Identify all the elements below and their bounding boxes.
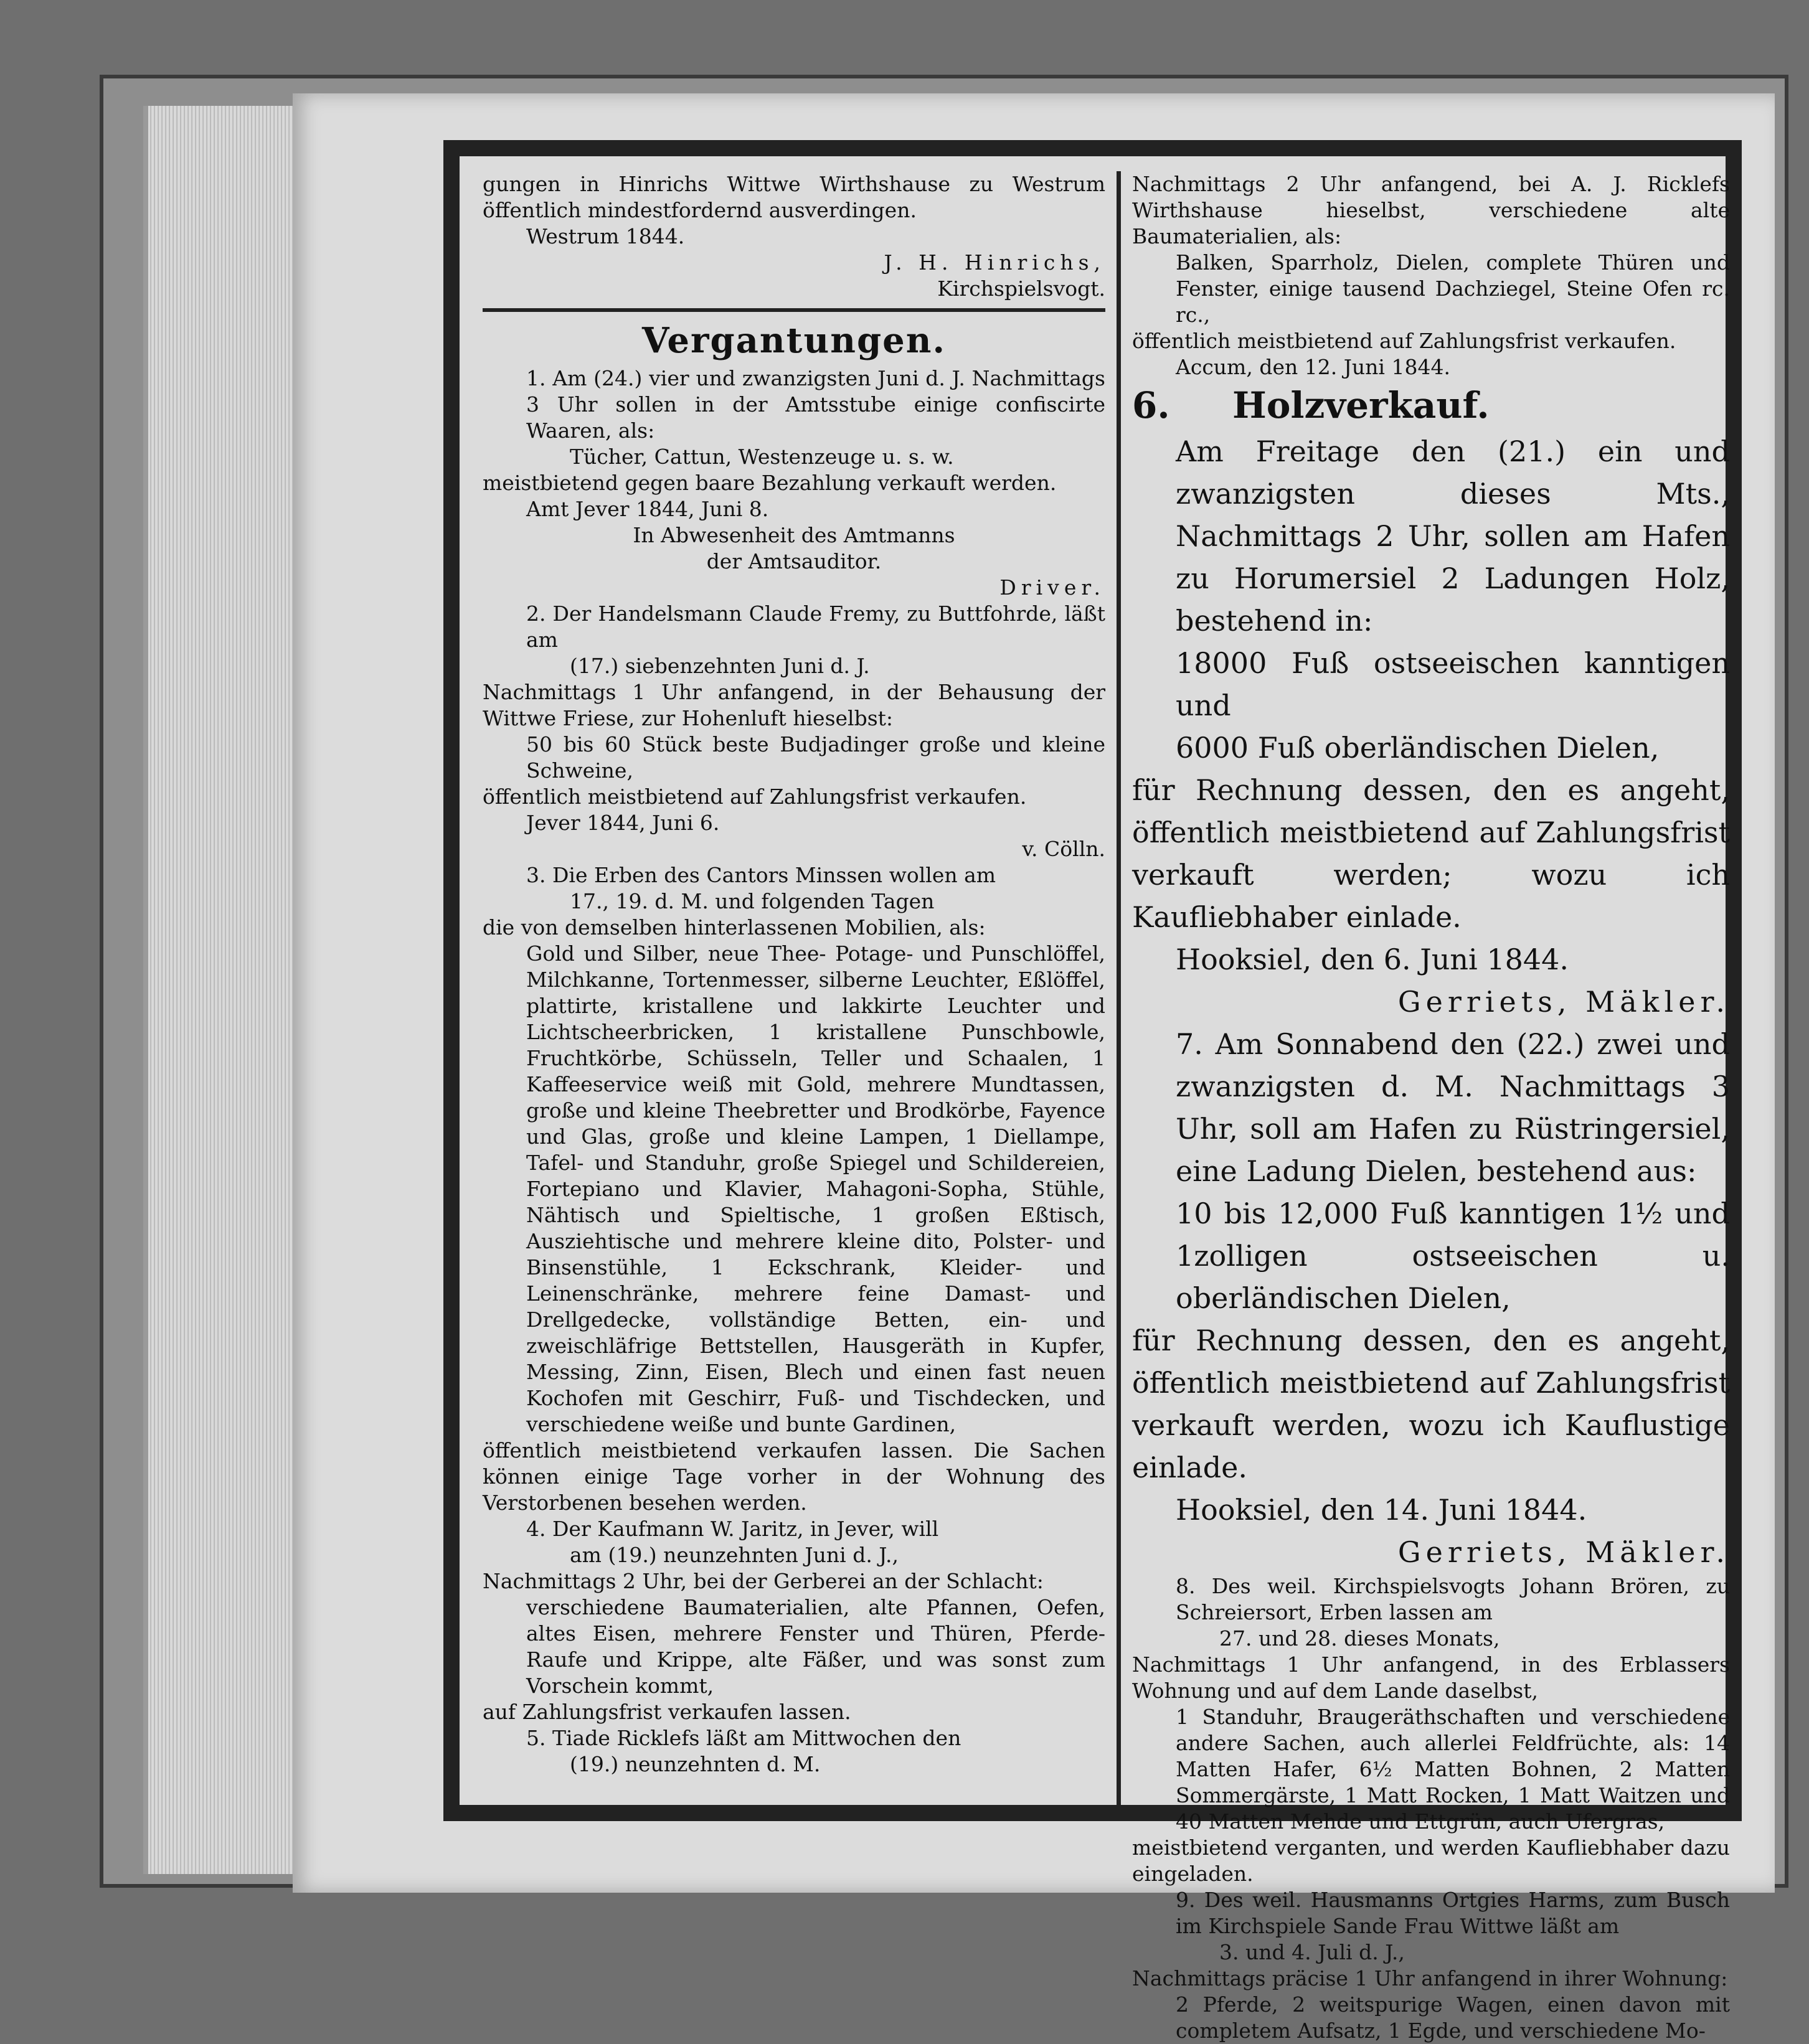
item8-date: 27. und 28. dieses Monats, (1219, 1626, 1500, 1651)
item2-text: 2. Der Handelsmann Claude Fremy, zu Buttfohrde, läßt am (526, 601, 1105, 652)
section-rule (483, 308, 1105, 312)
item5-cont-goods: Balken, Sparrholz, Dielen, complete Thüren und Fenster, einige tausend Dachziegel, Steine Ofen rc. rc., (1176, 250, 1730, 327)
item7-text: 7. Am Sonnabend den (22.) zwei und zwanzigsten d. M. Nachmittags 3 Uhr, soll am Hafen zu Rüstringersiel, eine Ladung Dielen, bestehend aus: (1176, 1027, 1730, 1188)
item6-sale: für Rechnung dessen, den es angeht, öffentlich meistbietend auf Zahlungsfrist verkauft werden; wozu ich Kaufliebhaber einlade. (1132, 773, 1730, 934)
item2-date: (17.) siebenzehnten Juni d. J. (570, 654, 870, 678)
item5-cont-place-date: Accum, den 12. Juni 1844. (1176, 355, 1450, 379)
item7-sale: für Rechnung dessen, den es angeht, öffentlich meistbietend auf Zahlungsfrist verkauft werden, wozu ich Kauflustige einlade. (1132, 1324, 1730, 1484)
item4-text2: Nachmittags 2 Uhr, bei der Gerberei an der Schlacht: (483, 1569, 1044, 1593)
item4-date: am (19.) neunzehnten Juni d. J., (570, 1543, 899, 1567)
column-divider (1117, 171, 1121, 1806)
item2-text2: Nachmittags 1 Uhr anfangend, in der Behausung der Wittwe Friese, zur Hohenluft hieselbst: (483, 680, 1105, 730)
item8-sale: meistbietend verganten, und werden Kaufliebhaber dazu eingeladen. (1132, 1835, 1730, 1886)
item2-signature: v. Cölln. (1022, 837, 1105, 861)
item6-goods-2: 6000 Fuß oberländischen Dielen, (1176, 731, 1660, 765)
item4-text: 4. Der Kaufmann W. Jaritz, in Jever, will (526, 1517, 939, 1541)
intro-text: gungen in Hinrichs Wittwe Wirthshause zu Westrum öffentlich mindestfordernd ausverdingen. (483, 172, 1105, 222)
item9-text2: Nachmittags präcise 1 Uhr anfangend in ihrer Wohnung: (1132, 1966, 1728, 1990)
item1-goods: Tücher, Cattun, Westenzeuge u. s. w. (570, 445, 954, 469)
item5-date: (19.) neunzehnten d. M. (570, 1752, 821, 1776)
item1-absence-2: der Amtsauditor. (706, 549, 882, 573)
item5-cont-sale: öffentlich meistbietend auf Zahlungsfrist verkaufen. (1132, 329, 1676, 353)
item6-signature: Gerriets, Mäkler. (1397, 985, 1730, 1019)
item9-text: 9. Des weil. Hausmanns Ortgies Harms, zum Busch im Kirchspiele Sande Frau Wittwe läßt am (1176, 1888, 1730, 1938)
item7-goods: 10 bis 12,000 Fuß kanntigen 1½ und 1zolligen ostseeischen u. oberländischen Dielen, (1176, 1197, 1730, 1315)
item6-place-date: Hooksiel, den 6. Juni 1844. (1176, 943, 1569, 976)
section-heading: Vergantungen. (642, 320, 946, 361)
item1-sale: meistbietend gegen baare Bezahlung verkauft werden. (483, 471, 1057, 495)
item1-signature: Driver. (999, 575, 1105, 600)
item3-text: 3. Die Erben des Cantors Minssen wollen am (526, 863, 996, 887)
item8-text2: Nachmittags 1 Uhr anfangend, in des Erblassers Wohnung und auf dem Lande daselbst, (1132, 1652, 1730, 1703)
item6-number: 6. (1132, 384, 1170, 426)
item7-place-date: Hooksiel, den 14. Juni 1844. (1176, 1493, 1587, 1527)
item4-goods: verschiedene Baumaterialien, alte Pfannen, Oefen, altes Eisen, mehrere Fenster und Thüren, Pferde-Raufe und Krippe, alte Fäßer, und was sonst zum Vorschein kommt, (526, 1595, 1105, 1698)
intro-signature: J. H. Hinrichs, (884, 250, 1105, 275)
item6-heading-line (1132, 380, 1730, 430)
item9-goods: 2 Pferde, 2 weitspurige Wagen, einen davon mit completem Aufsatz, 1 Egde, und verschiedene Mo- (1176, 1992, 1730, 2043)
intro-place-date: Westrum 1844. (526, 224, 685, 248)
item5-text: 5. Tiade Ricklefs läßt am Mittwochen den (526, 1726, 961, 1750)
item8-text: 8. Des weil. Kirchspielsvogts Johann Brören, zu Schreiersort, Erben lassen am (1176, 1574, 1730, 1624)
item1-text: 1. Am (24.) vier und zwanzigsten Juni d. J. Nachmittags 3 Uhr sollen in der Amtsstube einige confiscirte Waaren, als: (526, 366, 1105, 443)
item3-date: 17., 19. d. M. und folgenden Tagen (570, 889, 935, 913)
page-block-edge (143, 106, 304, 1874)
item1-place-date: Amt Jever 1844, Juni 8. (526, 497, 769, 521)
item6-heading: Holzverkauf. (1232, 384, 1490, 426)
left-column (483, 171, 1105, 1790)
item3-sale: öffentlich meistbietend verkaufen lassen. Die Sachen können einige Tage vorher in der Wohnung des Verstorbenen besehen werden. (483, 1438, 1105, 1515)
item3-goods: Gold und Silber, neue Thee- Potage- und Punschlöffel, Milchkanne, Tortenmesser, silberne Leuchter, Eßlöffel, plattirte, kristallene und lakkirte Leuchter und Lichtscheerbricken, 1 kristallene Punschbowle, Fruchtkörbe, Schüsseln, Teller und Schaalen, 1 Kaffeeservice weiß mit Gold, mehrere Mundtassen, große und kleine Theebretter und Brodkörbe, Fayence und Glas, große und kleine Lampen, 1 Diellampe, Tafel- und Standuhr, große Spiegel und Schildereien, Fortepiano und Klavier, Mahagoni-Sopha, Stühle, Nähtisch und Spieltische, 1 großen Eßtisch, Ausziehtische und mehrere kleine dito, Polster- und Binsenstühle, 1 Eckschrank, Kleider- und Leinenschränke, mehrere feine Damast- und Drellgedecke, vollständige Betten, ein- und zweischläfrige Bettstellen, Hausgeräth in Kupfer, Messing, Zinn, Eisen, Blech und einen fast neuen Kochofen mit Geschirr, Fuß- und Tischdecken, und verschiedene weiße und bunte Gardinen, (526, 941, 1105, 1436)
item9-date: 3. und 4. Juli d. J., (1219, 1940, 1405, 1964)
item7-signature: Gerriets, Mäkler. (1397, 1535, 1730, 1569)
item1-absence-1: In Abwesenheit des Amtmanns (633, 523, 955, 547)
intro-title: Kirchspielsvogt. (937, 276, 1105, 301)
item2-goods: 50 bis 60 Stück beste Budjadinger große und kleine Schweine, (526, 732, 1105, 783)
item5-cont-text: Nachmittags 2 Uhr anfangend, bei A. J. Ricklefs Wirthshause hieselbst, verschiedene alte Baumaterialien, als: (1132, 172, 1730, 248)
right-column (1132, 171, 1730, 2043)
item4-sale: auf Zahlungsfrist verkaufen lassen. (483, 1700, 851, 1724)
item8-goods: 1 Standuhr, Braugeräthschaften und verschiedene andere Sachen, auch allerlei Feldfrüchte, als: 14 Matten Hafer, 6½ Matten Bohnen, 2 Matten Sommergärste, 1 Matt Rocken, 1 Matt Waitzen und 40 Matten Mehde und Ettgrün, auch Ufergras, (1176, 1705, 1730, 1834)
item3-text2: die von demselben hinterlassenen Mobilien, als: (483, 915, 986, 940)
item6-goods-1: 18000 Fuß ostseeischen kanntigen und (1176, 646, 1730, 722)
item2-sale: öffentlich meistbietend auf Zahlungsfrist verkaufen. (483, 784, 1027, 809)
item2-place-date: Jever 1844, Juni 6. (526, 811, 720, 835)
item6-text: Am Freitage den (21.) ein und zwanzigsten dieses Mts., Nachmittags 2 Uhr, sollen am Hafen zu Horumersiel 2 Ladungen Holz, bestehend in: (1176, 435, 1730, 638)
